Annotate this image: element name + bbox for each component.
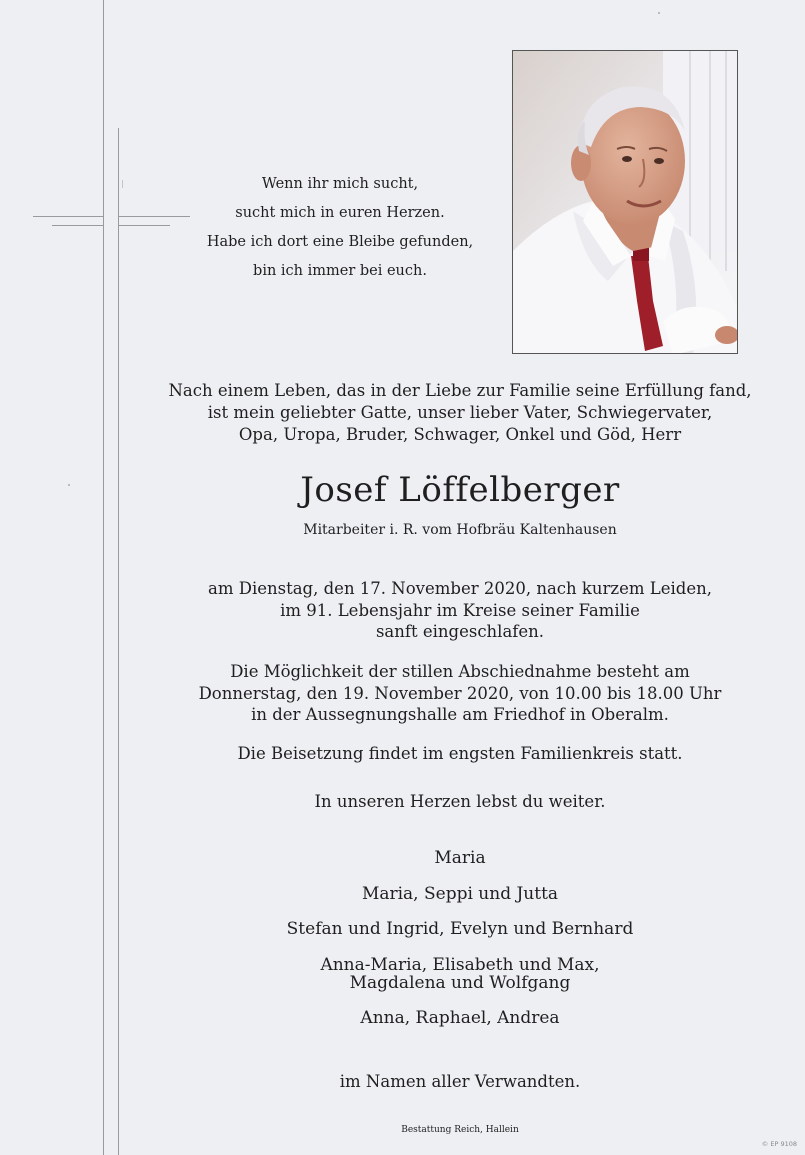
- cross-horizontal-line-upper: [33, 216, 103, 217]
- poem: [170, 170, 510, 286]
- family-group-2: Stefan und Ingrid, Evelyn und Bernhard: [286, 919, 634, 939]
- deceased-name: Josef Löffelberger: [300, 470, 620, 510]
- death-line: im 91. Lebensjahr im Kreise seiner Familie: [280, 600, 640, 620]
- death-notice: [120, 578, 800, 643]
- poem-line: Habe ich dort eine Bleibe gefunden,: [206, 234, 474, 250]
- family-group-3a: Anna-Maria, Elisabeth und Max,: [320, 955, 600, 975]
- intro-line: ist mein geliebter Gatte, unser lieber Vater, Schwiegervater,: [207, 403, 713, 422]
- family-group-1: Maria, Seppi und Jutta: [361, 884, 559, 904]
- speck: [658, 12, 660, 14]
- intro-text: [120, 380, 800, 446]
- deceased-occupation: Mitarbeiter i. R. vom Hofbräu Kaltenhausen: [303, 522, 617, 538]
- farewell-line: in der Aussegnungshalle am Friedhof in Oberalm.: [251, 705, 669, 724]
- family-spouse: Maria: [434, 848, 486, 868]
- speck: [68, 484, 70, 486]
- cross-vertical-line-left: [103, 0, 104, 1155]
- cross-short-line: [122, 180, 123, 188]
- family-group-3b: Magdalena und Wolfgang: [349, 973, 571, 993]
- closing-line: im Namen aller Verwandten.: [339, 1072, 581, 1091]
- burial-notice: Die Beisetzung findet im engsten Familienkreis statt.: [237, 744, 683, 763]
- cross-vertical-line-right: [118, 128, 119, 1155]
- memory-line: In unseren Herzen lebst du weiter.: [314, 792, 606, 811]
- farewell-notice: [120, 661, 800, 726]
- death-line: am Dienstag, den 17. November 2020, nach kurzem Leiden,: [208, 579, 712, 598]
- death-line: sanft eingeschlafen.: [375, 622, 545, 641]
- funeral-home: Bestattung Reich, Hallein: [401, 1125, 519, 1135]
- cross-horizontal-line-lower-right: [118, 225, 170, 226]
- form-code: © EP 9108: [761, 1140, 797, 1148]
- poem-line: bin ich immer bei euch.: [253, 263, 427, 279]
- poem-line: Wenn ihr mich sucht,: [261, 176, 419, 192]
- poem-line: sucht mich in euren Herzen.: [235, 205, 445, 221]
- portrait-photo: [512, 50, 738, 354]
- farewell-line: Donnerstag, den 19. November 2020, von 10.00 bis 18.00 Uhr: [198, 683, 722, 703]
- portrait-illustration: [513, 51, 738, 354]
- intro-line: Opa, Uropa, Bruder, Schwager, Onkel und Göd, Herr: [238, 425, 682, 444]
- cross-horizontal-line-lower: [52, 225, 103, 226]
- family-group-4: Anna, Raphael, Andrea: [360, 1008, 560, 1028]
- farewell-line: Die Möglichkeit der stillen Abschiednahme besteht am: [230, 662, 690, 681]
- intro-line: Nach einem Leben, das in der Liebe zur Familie seine Erfüllung fand,: [168, 381, 752, 400]
